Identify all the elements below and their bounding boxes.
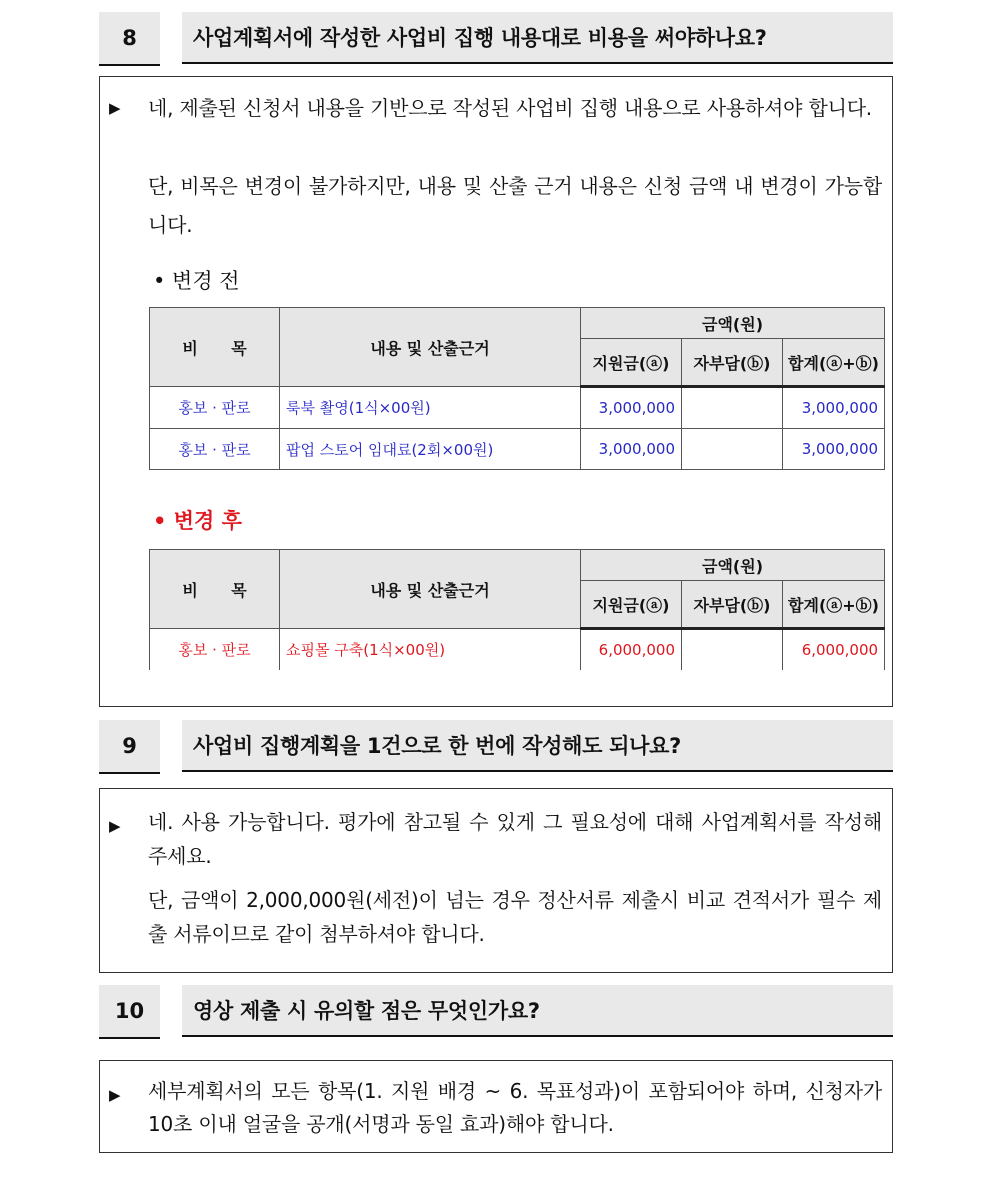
q10-bullet-arrow-icon: ▶: [109, 1086, 121, 1104]
q8-answer-box: [99, 76, 893, 707]
header-item: 비 목: [150, 550, 280, 629]
cell-content: 팝업 스토어 임대료(2회×00원): [280, 429, 581, 470]
q8-title: 사업계획서에 작성한 사업비 집행 내용대로 비용을 써야하나요?: [182, 12, 893, 64]
cell-support: 3,000,000: [581, 429, 682, 470]
header-self: 자부담(ⓑ): [682, 339, 783, 387]
after-change-table: [149, 549, 885, 670]
cell-self: [682, 629, 783, 671]
cell-self: [682, 429, 783, 470]
cell-item: 홍보 · 판로: [150, 387, 280, 429]
header-item: 비 목: [150, 308, 280, 387]
q9-header: [99, 720, 893, 774]
q10-header: [99, 985, 893, 1039]
header-self: 자부담(ⓑ): [682, 581, 783, 629]
header-content: 내용 및 산출근거: [280, 550, 581, 629]
q8-answer-line2: 단, 비목은 변경이 불가하지만, 내용 및 산출 근거 내용은 신청 금액 내 변경이 가능합니다.: [148, 174, 882, 237]
q10-answer-line1: 세부계획서의 모든 항목(1. 지원 배경 ~ 6. 목표성과)이 포함되어야 하며, 신청자가 10초 이내 얼굴을 공개(서명과 동일 효과)해야 합니다.: [148, 1079, 882, 1136]
table-row: [150, 629, 885, 671]
before-change-table: [149, 307, 885, 470]
cell-content: 룩북 촬영(1식×00원): [280, 387, 581, 429]
q10-answer-box: [99, 1060, 893, 1153]
cell-total: 3,000,000: [783, 387, 885, 429]
q8-bullet-arrow-icon: ▶: [109, 99, 121, 117]
q9-answer-line1: 네. 사용 가능합니다. 평가에 참고될 수 있게 그 필요성에 대해 사업계획서를 작성해 주세요.: [148, 810, 882, 868]
header-total: 합계(ⓐ+ⓑ): [783, 339, 885, 387]
cell-support: 3,000,000: [581, 387, 682, 429]
cell-item: 홍보 · 판로: [150, 429, 280, 470]
after-change-label: • 변경 후: [153, 509, 242, 533]
q9-bullet-arrow-icon: ▶: [109, 817, 121, 835]
header-support: 지원금(ⓐ): [581, 339, 682, 387]
q9-answer-box: [99, 788, 893, 973]
q8-header: [99, 12, 893, 66]
cell-total: 3,000,000: [783, 429, 885, 470]
header-content: 내용 및 산출근거: [280, 308, 581, 387]
cell-self: [682, 387, 783, 429]
q8-answer-line1: 네, 제출된 신청서 내용을 기반으로 작성된 사업비 집행 내용으로 사용하셔야 합니다.: [148, 96, 872, 120]
q10-title: 영상 제출 시 유의할 점은 무엇인가요?: [182, 985, 893, 1037]
header-total: 합계(ⓐ+ⓑ): [783, 581, 885, 629]
before-change-label: • 변경 전: [153, 269, 240, 293]
table-row: [150, 429, 885, 470]
table-row: [150, 387, 885, 429]
q9-number: 9: [99, 720, 160, 774]
q8-number: 8: [99, 12, 160, 66]
q10-number: 10: [99, 985, 160, 1039]
q9-answer-line2: 단, 금액이 2,000,000원(세전)이 넘는 경우 정산서류 제출시 비교 견적서가 필수 제출 서류이므로 같이 첨부하셔야 합니다.: [148, 888, 882, 946]
header-amount: 금액(원): [581, 308, 885, 339]
cell-item: 홍보 · 판로: [150, 629, 280, 671]
header-amount: 금액(원): [581, 550, 885, 581]
cell-content: 쇼핑몰 구축(1식×00원): [280, 629, 581, 671]
q9-title: 사업비 집행계획을 1건으로 한 번에 작성해도 되나요?: [182, 720, 893, 772]
header-support: 지원금(ⓐ): [581, 581, 682, 629]
cell-support: 6,000,000: [581, 629, 682, 671]
cell-total: 6,000,000: [783, 629, 885, 671]
